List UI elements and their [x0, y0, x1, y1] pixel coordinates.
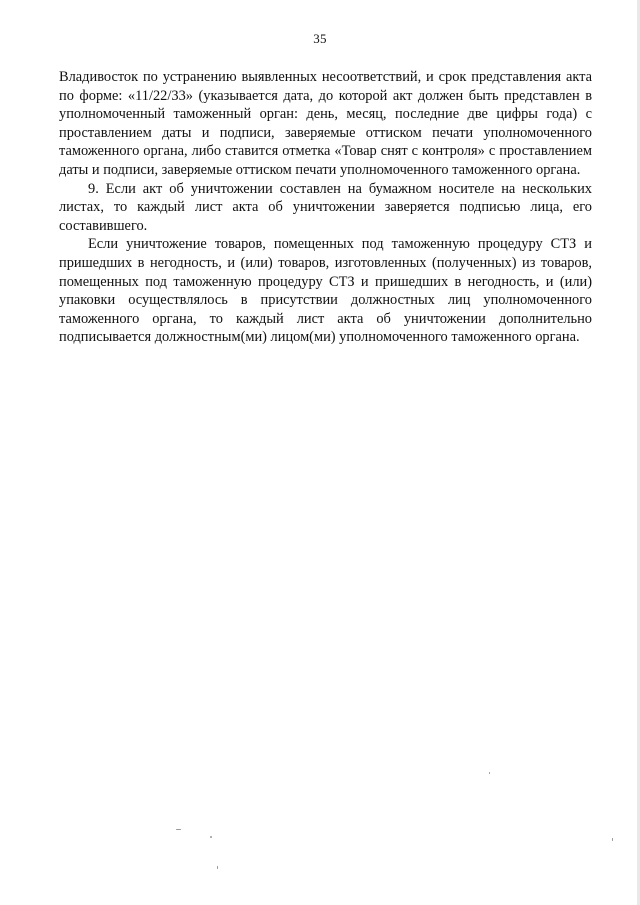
- scan-speck: [217, 866, 218, 869]
- document-body: [59, 68, 592, 347]
- page-number: 35: [313, 31, 327, 46]
- scan-speck: [489, 772, 490, 774]
- paragraph-item-9: 9. Если акт об уничтожении составлен на бумажном носителе на нескольких листах, то каждый лист акта об уничтожении заверяется подписью лица, его составившего.: [59, 180, 592, 234]
- scan-speck: [176, 829, 181, 830]
- paragraph-continuation: Владивосток по устранению выявленных несоответствий, и срок представления акта по форме: «11/22/33» (указывается дата, до которой акт должен быть представлен в уполномоченный таможенный орган: день, месяц, последние две цифры года) с проставлением даты и подписи, заверяемые оттиском печати уполномоченного таможенного органа, либо ставится отметка «Товар снят с контроля» с проставлением даты и подписи, заверяемые оттиском печати уполномоченного таможенного органа.: [59, 69, 592, 178]
- scan-speck: [612, 838, 613, 841]
- paragraph-destruction-signing: Если уничтожение товаров, помещенных под таможенную процедуру СТЗ и пришедших в негодность, и (или) товаров, изготовленных (полученных) из товаров, помещенных под таможенную процедуру СТЗ и пришедших в негодность, и (или) упаковки осуществлялось в присутствии должностных лиц уполномоченного таможенного органа, то каждый лист акта об уничтожении дополнительно подписывается должностным(ми) лицом(ми) уполномоченного таможенного органа.: [59, 236, 592, 346]
- scan-speck: [210, 836, 212, 838]
